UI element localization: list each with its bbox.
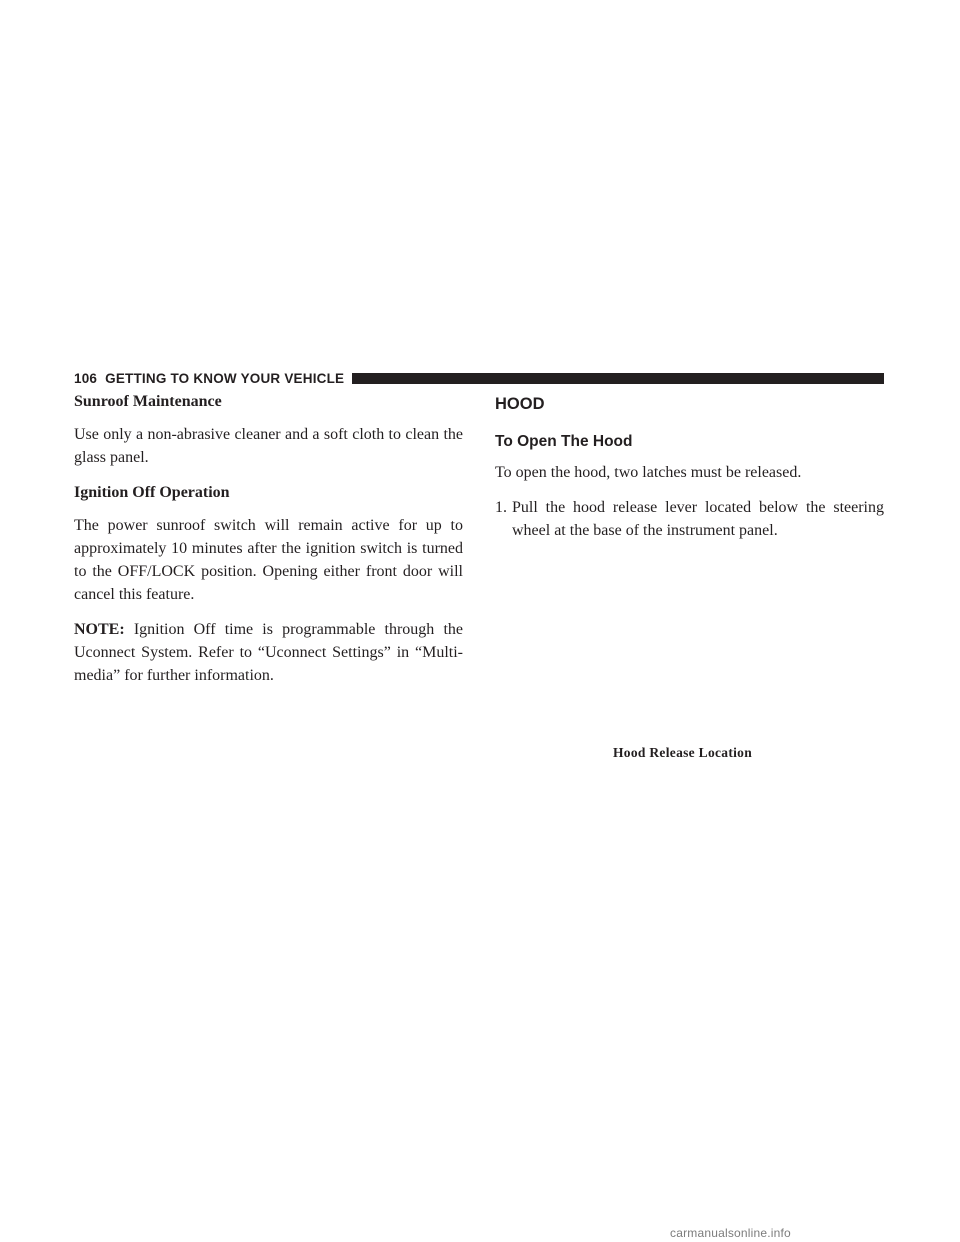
hood-section-title: HOOD (495, 395, 545, 413)
ignition-off-text: The power sunroof switch will remain active for up to approximately 10 minutes after the ignition switch is turned to the OFF/LOCK position. Opening either front door will cancel this feature. (74, 517, 463, 603)
step-1-text: Pull the hood release lever located below the steering wheel at the base of the instrument panel. (512, 499, 884, 539)
chapter-title: GETTING TO KNOW YOUR VEHICLE (105, 370, 345, 386)
note-paragraph (74, 618, 463, 687)
open-hood-subtitle: To Open The Hood (495, 433, 633, 450)
right-column (495, 390, 884, 542)
left-column (74, 390, 463, 699)
note-label: NOTE: (74, 621, 125, 638)
sunroof-maintenance-text: Use only a non-abrasive cleaner and a soft cloth to clean the glass panel. (74, 426, 463, 466)
page-number: 106 (74, 370, 98, 386)
step-1 (495, 496, 884, 542)
header-rule (352, 373, 884, 384)
figure-caption: Hood Release Location (613, 745, 753, 760)
note-text: Ignition Off time is programmable through the Uconnect System. Refer to “Uconnect Settings” in “Multi-media” for further information. (74, 621, 463, 684)
hood-intro-text: To open the hood, two latches must be released. (495, 464, 802, 481)
sunroof-maintenance-heading: Sunroof Maintenance (74, 393, 222, 410)
ignition-off-heading: Ignition Off Operation (74, 484, 230, 501)
page-header (74, 369, 884, 387)
step-1-number: 1. (495, 499, 507, 516)
watermark: carmanualsonline.info (670, 1226, 791, 1240)
